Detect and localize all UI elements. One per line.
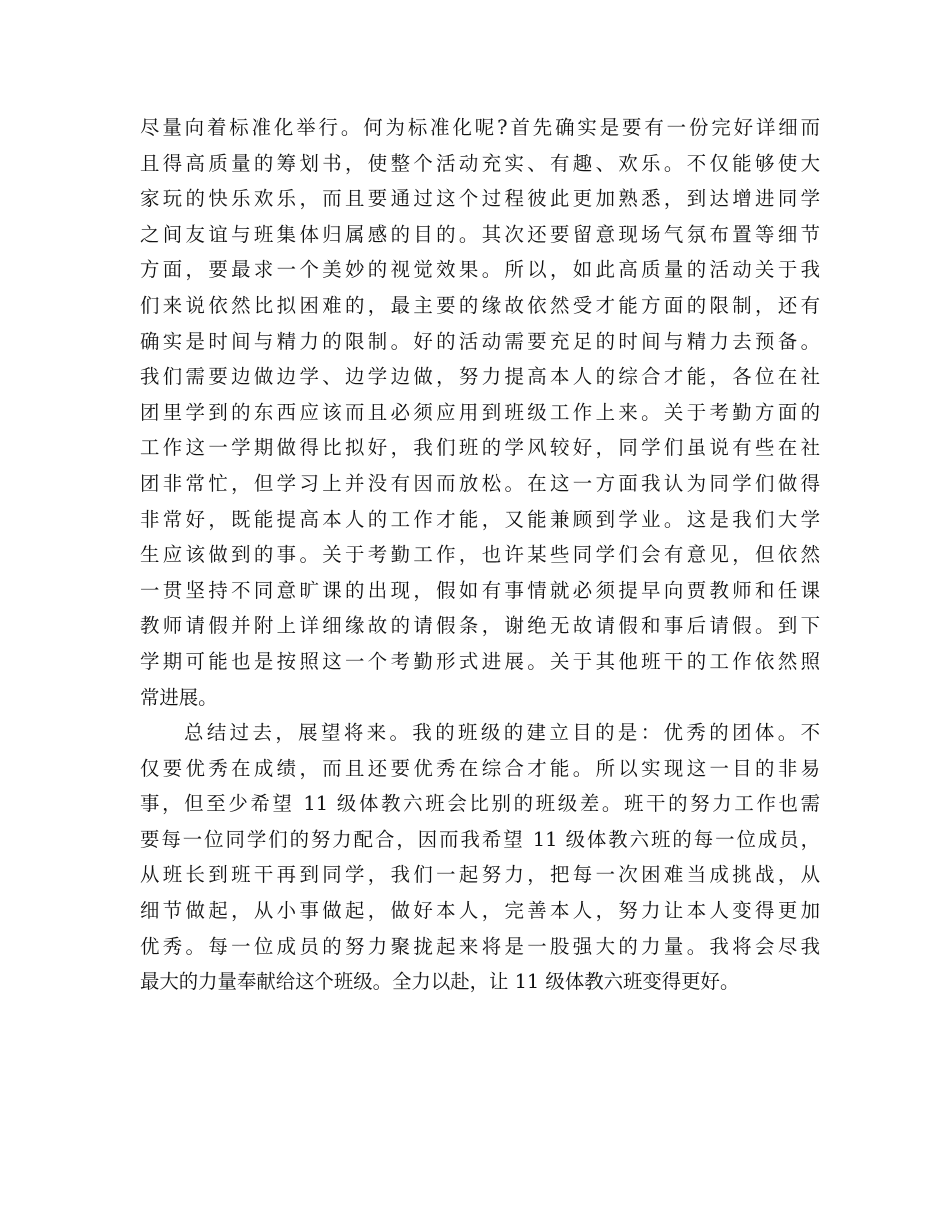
text-line: 教师请假并附上详细缘故的请假条，谢绝无故请假和事后请假。到下 <box>140 614 820 638</box>
text-line: 最大的力量奉献给这个班级。全力以赴，让 11 级体教六班变得更好。 <box>140 970 740 994</box>
text-line: 我们需要边做边学、边学边做，努力提高本人的综合才能，各位在社 <box>140 365 820 389</box>
text-line: 家玩的快乐欢乐，而且要通过这个过程彼此更加熟悉，到达增进同学 <box>140 187 820 211</box>
text-line: 生应该做到的事。关于考勤工作，也许某些同学们会有意见，但依然 <box>140 543 820 567</box>
text-line: 方面，要最求一个美妙的视觉效果。所以，如此高质量的活动关于我 <box>140 258 820 282</box>
text-line: 工作这一学期做得比拟好，我们班的学风较好，同学们虽说有些在社 <box>140 436 820 460</box>
text-line: 从班长到班干再到同学，我们一起努力，把每一次困难当成挑战，从 <box>140 863 820 887</box>
document-body <box>140 110 820 1000</box>
text-line: 团里学到的东西应该而且必须应用到班级工作上来。关于考勤方面的 <box>140 400 820 424</box>
text-line: 一贯坚持不同意旷课的出现，假如有事情就必须提早向贾教师和任课 <box>140 578 820 602</box>
text-line: 常进展。 <box>140 685 218 709</box>
text-line: 团非常忙，但学习上并没有因而放松。在这一方面我认为同学们做得 <box>140 471 820 495</box>
text-line: 们来说依然比拟困难的，最主要的缘故依然受才能方面的限制，还有 <box>140 293 820 317</box>
text-line: 非常好，既能提高本人的工作才能，又能兼顾到学业。这是我们大学 <box>140 507 820 531</box>
text-line: 学期可能也是按照这一个考勤形式进展。关于其他班干的工作依然照 <box>140 649 820 673</box>
text-line: 优秀。每一位成员的努力聚拢起来将是一股强大的力量。我将会尽我 <box>140 934 820 958</box>
text-line: 之间友谊与班集体归属感的目的。其次还要留意现场气氛布置等细节 <box>140 222 820 246</box>
text-line: 且得高质量的筹划书，使整个活动充实、有趣、欢乐。不仅能够使大 <box>140 151 820 175</box>
text-line: 事，但至少希望 11 级体教六班会比别的班级差。班干的努力工作也需 <box>140 792 820 816</box>
paragraph-2 <box>140 715 820 1000</box>
text-line: 确实是时间与精力的限制。好的活动需要充足的时间与精力去预备。 <box>140 329 820 353</box>
text-line: 要每一位同学们的努力配合，因而我希望 11 级体教六班的每一位成员， <box>140 827 820 851</box>
text-line: 仅要优秀在成绩，而且还要优秀在综合才能。所以实现这一目的非易 <box>140 756 820 780</box>
paragraph-1 <box>140 110 820 715</box>
text-line: 细节做起，从小事做起，做好本人，完善本人，努力让本人变得更加 <box>140 899 820 923</box>
text-line: 尽量向着标准化举行。何为标准化呢?首先确实是要有一份完好详细而 <box>140 116 820 139</box>
text-line: 总结过去，展望将来。我的班级的建立目的是：优秀的团体。不 <box>184 721 820 745</box>
